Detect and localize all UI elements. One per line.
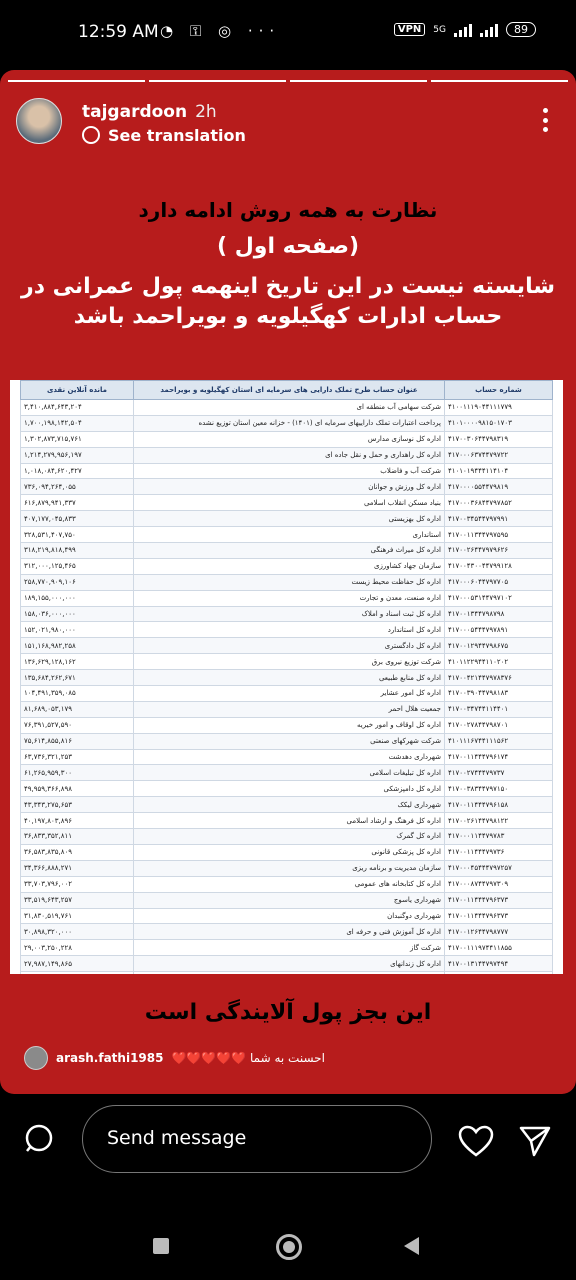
account-title-cell: شهرداری دهدشت [134,749,445,765]
account-title-cell: اداره کل بهزیستی [134,511,445,527]
table-row [21,972,553,974]
story-header [16,98,556,146]
balance-cell: ۱,۳۰۲,۸۷۳,۷۱۵,۷۶۱ [21,431,134,447]
account-number-cell: ۴۱۷۰۰۱۳۴۴۷۹۸۷۹۸ [445,606,553,622]
balance-cell: ۱۵۱,۱۶۸,۹۸۲,۲۵۸ [21,638,134,654]
reaction-text: احسنت به شما ❤️❤️❤️❤️❤️ [171,1051,325,1065]
account-number-cell: ۴۱۷۰۰۰۵۳۱۴۴۷۹۷۱۰۲ [445,590,553,606]
table-row [21,574,553,590]
table-row [21,876,553,892]
account-title-cell: سازمان جهاد کشاورزی [134,558,445,574]
table-row [21,527,553,543]
account-number-cell: ۴۱۰۱۰۱۹۴۴۴۱۱۴۱۰۴ [445,463,553,479]
post-time: 2h [195,102,217,122]
account-number-cell: ۴۱۷۰۰۲۷۸۴۴۷۹۸۷۰۱ [445,717,553,733]
account-title-cell: شرکت شهرکهای صنعتی [134,733,445,749]
account-title-cell: شرکت سهامی آب منطقه ای [134,400,445,416]
accounts-table [20,380,553,974]
account-title-cell: شهرداری دوگنبدان [134,908,445,924]
table-row [21,447,553,463]
balance-cell: ۳۳,۷۰۳,۷۹۶,۰۰۲ [21,876,134,892]
table-row [21,606,553,622]
account-number-cell: ۴۱۷۰۰۰۶۰۴۴۷۹۷۷۰۵ [445,574,553,590]
account-number-cell: ۴۱۷۰۰۰۰۵۵۴۴۷۹۸۱۹ [445,479,553,495]
account-number-cell: ۴۱۷۰۰۳۴۷۴۴۱۱۴۴۰۱ [445,701,553,717]
balance-cell: ۳۰,۸۹۸,۳۲۰,۰۰۰ [21,924,134,940]
balance-cell: ۳,۴۱۰,۸۸۴,۶۴۳,۲۰۴ [21,400,134,416]
account-number-cell: ۴۱۷۰۰۰۵۴۴۴۷۹۷۸۹۱ [445,622,553,638]
balance-cell: ۴۰,۱۹۷,۸۰۳,۸۹۶ [21,813,134,829]
balance-cell: ۱۵۲,۰۲۱,۹۸۰,۰۰۰ [21,622,134,638]
account-number-cell: ۴۱۷۰۰۱۲۹۴۴۷۹۸۶۷۵ [445,638,553,654]
account-number-cell: ۴۱۷۰۰۱۱۴۴۴۷۹۶۳۷۳ [445,908,553,924]
account-title-cell: اداره کل دادگستری [134,638,445,654]
table-row [21,940,553,956]
signal-icon [454,23,472,37]
balance-cell: ۷۶,۳۹۱,۵۲۷,۵۹۰ [21,717,134,733]
table-header-row [21,381,553,400]
table-row [21,829,553,845]
table-row [21,463,553,479]
balance-cell: ۶۱۶,۸۷۹,۹۴۱,۳۳۷ [21,495,134,511]
balance-cell: ۳۱,۸۳۰,۵۱۹,۷۶۱ [21,908,134,924]
username[interactable] [82,102,217,122]
account-number-cell: ۴۱۷۰۰۱۱۴۴۴۷۹۶۱۷۴ [445,749,553,765]
account-title-cell: اداره کل زندانهای [134,956,445,972]
table-row [21,733,553,749]
footer-caption: این بجز پول آلایندگی است [144,1000,432,1025]
account-title-cell: اداره کل تبلیغات اسلامی [134,765,445,781]
see-translation-button[interactable] [82,126,246,145]
progress-segment [8,80,145,82]
account-title-cell: اداره کل ورزش و جوانان [134,479,445,495]
account-number-cell: ۴۱۷۰۰۴۳۰۰۴۴۷۹۹۱۲۸ [445,558,553,574]
balance-cell: ۳۲۸,۵۳۱,۴۰۷,۷۵۰ [21,527,134,543]
account-title-cell: سازمان مدیریت و برنامه ریزی [134,860,445,876]
progress-segment [149,80,286,82]
balance-cell: ۴۰۷,۱۷۷,۰۴۵,۸۳۳ [21,511,134,527]
recent-apps-icon[interactable] [153,1238,169,1254]
balance-cell: ۸۱,۶۸۹,۰۵۳,۱۷۹ [21,701,134,717]
search-icon[interactable] [24,1124,54,1154]
heading-line-1: نظارت به همه روش ادامه دارد [138,198,438,222]
account-title-cell: اداره کل ثبت اسناد و املاک [134,606,445,622]
liker-username[interactable]: arash.fathi1985 [56,1051,164,1065]
network-type: 5G [433,24,446,35]
account-number-cell: ۴۱۰۱۱۲۲۹۴۴۱۱۰۲۰۲ [445,654,553,670]
username-text[interactable]: tajgardoon [82,102,188,122]
balance-cell: ۳۴,۳۶۶,۸۸۸,۲۷۱ [21,860,134,876]
account-number-cell: ۴۱۷۰۰۱۱۴۴۴۷۹۶۱۵۸ [445,797,553,813]
account-title-cell: اداره کل استاندارد [134,622,445,638]
balance-cell: ۱۳۶,۶۲۹,۱۲۸,۱۶۲ [21,654,134,670]
story-card[interactable] [0,70,576,1094]
balance-cell: ۱۸۹,۱۵۵,۰۰۰,۰۰۰ [21,590,134,606]
table-row [21,670,553,686]
table-row [21,813,553,829]
vpn-icon: VPN [394,23,425,36]
balance-cell: ۳۱۸,۲۱۹,۸۱۸,۴۹۹ [21,543,134,559]
account-number-cell: ۴۱۷۰۰۳۰۶۴۴۷۹۸۳۱۹ [445,431,553,447]
heart-icon[interactable] [458,1125,494,1157]
account-number-cell: ۴۱۷۰۰۳۸۳۴۴۷۹۷۱۵۰ [445,781,553,797]
table-row [21,892,553,908]
account-title-cell: اداره کل اوقاف و امور خیریه [134,717,445,733]
table-row [21,860,553,876]
avatar[interactable] [16,98,62,144]
account-number-cell: ۴۱۰۰۱۱۱۹۰۴۴۱۱۱۷۷۹ [445,400,553,416]
notification-icons: ◔ ⚿ ◎ ··· [160,22,281,40]
table-row [21,797,553,813]
account-title-cell: شرکت گاز [134,940,445,956]
table-row [21,638,553,654]
status-time: 12:59 AM [78,22,159,42]
table-row [21,654,553,670]
col-account-title: عنوان حساب طرح تملک دارایی های سرمایه ای استان کهگیلویه و بویراحمد [134,381,445,400]
account-number-cell: ۴۱۷۰۰۳۴۵۴۴۷۹۷۹۹۱ [445,511,553,527]
account-title-cell: شهرداری یاسوج [134,892,445,908]
account-number-cell: ۴۱۷۰۰۰۶۳۷۴۴۷۹۷۲۲ [445,447,553,463]
balance-cell: ۴۳,۳۴۳,۲۷۵,۶۵۳ [21,797,134,813]
table-row [21,701,553,717]
account-title-cell: شرکت آب و فاضلاب [134,463,445,479]
col-account-number: شماره حساب [445,381,553,400]
signal-icon-2 [480,23,498,37]
balance-cell: ۲۹,۰۰۳,۲۵۰,۲۲۸ [21,940,134,956]
table-row [21,511,553,527]
balance-cell: ۶۱,۲۶۵,۹۵۹,۳۰۰ [21,765,134,781]
account-title-cell: اداره کل امور عشایر [134,686,445,702]
progress-segment [431,80,568,82]
table-body [21,400,553,975]
table-row [21,622,553,638]
table-row [21,924,553,940]
account-title-cell: اداره کل حفاظت محیط زیست [134,574,445,590]
back-icon[interactable] [404,1237,419,1255]
account-number-cell: ۴۱۷۰۰۱۳۱۴۴۷۹۷۴۹۴ [445,956,553,972]
balance-cell: ۶۳,۷۳۶,۳۲۱,۲۵۳ [21,749,134,765]
balance-cell: ۳۶,۵۸۳,۸۳۵,۸۰۹ [21,844,134,860]
table-row [21,749,553,765]
account-number-cell: ۴۱۷۰۰۲۶۱۴۴۷۹۸۱۲۲ [445,813,553,829]
globe-icon [82,126,100,144]
reply-bar [0,1104,576,1180]
table-row [21,717,553,733]
heading-line-3: شایسته نیست در این تاریخ اینهمه پول عمرانی در حساب ادارات کهگیلویه و بویراحمد باشد [21,274,555,329]
account-title-cell: بنیاد مسکن انقلاب اسلامی [134,495,445,511]
table-row [21,543,553,559]
balance-cell: ۱,۲۱۴,۲۷۹,۹۵۶,۱۹۷ [21,447,134,463]
account-title-cell: پرداخت اعتبارات تملک داراییهای سرمایه ای (۱۴۰۱) - خزانه معین استان توزیع نشده [134,415,445,431]
send-icon[interactable] [518,1124,552,1158]
account-number-cell: ۴۱۷۰۰۰۴۵۴۴۴۷۹۷۲۵۷ [445,860,553,876]
more-options-icon[interactable] [542,108,548,132]
table-row [21,590,553,606]
balance-cell: ۱۳۵,۶۸۴,۲۶۲,۶۷۱ [21,670,134,686]
table-row [21,558,553,574]
table-row [21,781,553,797]
liker-avatar [24,1046,48,1070]
heading-line-2: (صفحه اول ) [216,234,360,259]
status-bar [0,0,576,64]
account-number-cell: ۴۱۷۰۰۲۷۴۴۴۷۹۷۳۷ [445,765,553,781]
home-icon[interactable] [276,1234,302,1260]
balance-cell [21,972,134,974]
battery-icon: 89 [506,22,536,37]
balance-cell: ۱,۰۱۸,۰۸۴,۶۲۰,۴۲۷ [21,463,134,479]
table-row [21,495,553,511]
account-title-cell: جمعیت هلال احمر [134,701,445,717]
table-row [21,765,553,781]
account-number-cell: ۴۱۷۰۰۳۹۰۴۴۷۹۸۱۸۳ [445,686,553,702]
account-number-cell: ۴۱۷۰۰۱۱۳۴۴۷۹۷۵۹۵ [445,527,553,543]
account-title-cell: اداره کل راهداری و حمل و نقل جاده ای [134,447,445,463]
col-balance: مانده آنلاین نقدی [21,381,134,400]
table-row [21,400,553,416]
account-title-cell: اداره کل کتابخانه های عمومی [134,876,445,892]
balance-cell: ۷۳۶,۰۹۴,۲۶۴,۰۵۵ [21,479,134,495]
see-translation-label: See translation [108,126,246,145]
account-number-cell: ۴۱۷۰۰۱۱۱۹۷۴۴۱۱۸۵۵ [445,940,553,956]
balance-cell: ۲۷,۹۸۷,۱۴۹,۸۶۵ [21,956,134,972]
account-number-cell: ۴۱۷۰۰۰۳۶۸۴۴۷۹۷۸۵۲ [445,495,553,511]
balance-cell: ۳۶,۸۳۳,۳۵۲,۸۱۱ [21,829,134,845]
account-number-cell: ۴۱۷۰۰۱۱۴۴۴۷۹۷۳۶ [445,844,553,860]
balance-cell: ۳۱۲,۰۰۰,۱۲۵,۴۶۵ [21,558,134,574]
balance-cell: ۱۰۴,۴۹۱,۳۵۹,۰۸۵ [21,686,134,702]
account-number-cell: ۴۱۷۰۰۱۱۴۴۴۷۹۶۳۷۳ [445,892,553,908]
account-number-cell [445,972,553,974]
account-title-cell: اداره کل آموزش فنی و حرفه ای [134,924,445,940]
balance-cell: ۱,۷۰۰,۱۹۸,۱۴۲,۵۰۴ [21,415,134,431]
account-number-cell: ۴۱۰۱۰۰۰۰۹۸۱۵۰۱۷۰۳ [445,415,553,431]
table-row [21,431,553,447]
balance-cell: ۷۵,۶۱۴,۸۵۵,۸۱۶ [21,733,134,749]
message-field[interactable] [82,1105,432,1173]
account-number-cell: ۴۱۷۰۰۴۲۱۴۴۷۹۷۸۳۷۶ [445,670,553,686]
accounts-table-image [10,380,563,974]
message-input[interactable] [105,1126,409,1150]
balance-cell: ۱۵۸,۰۳۶,۰۰۰,۰۰۰ [21,606,134,622]
account-title-cell: اداره کل گمرک [134,829,445,845]
table-row [21,956,553,972]
balance-cell: ۴۹,۹۵۹,۳۶۶,۸۹۸ [21,781,134,797]
status-right [394,22,536,37]
account-title-cell: استانداری [134,527,445,543]
account-number-cell: ۴۱۷۰۰۰۸۷۴۴۷۹۷۳۰۹ [445,876,553,892]
balance-cell: ۳۳,۵۱۹,۶۴۳,۲۵۷ [21,892,134,908]
account-number-cell: ۴۱۷۰۰۱۲۶۴۴۷۹۸۷۷۷ [445,924,553,940]
table-row [21,908,553,924]
account-number-cell: ۴۱۷۰۰۰۱۱۴۴۷۹۷۸۳ [445,829,553,845]
account-title-cell: اداره کل نوسازی مدارس [134,431,445,447]
account-title-cell: اداره کل پزشکی قانونی [134,844,445,860]
account-title-cell: شرکت توزیع نیروی برق [134,654,445,670]
table-row [21,479,553,495]
account-title-cell: اداره کل دامپزشکی [134,781,445,797]
table-row [21,415,553,431]
account-number-cell: ۴۱۰۱۱۱۶۷۴۴۱۱۱۵۶۲ [445,733,553,749]
liked-row[interactable] [24,1046,325,1070]
account-title-cell: شهرداری لیکک [134,797,445,813]
account-title-cell: اداره صنعت، معدن و تجارت [134,590,445,606]
account-number-cell: ۴۱۷۰۰۲۶۴۴۷۹۷۹۶۲۶ [445,543,553,559]
account-title-cell: اداره کل میراث فرهنگی [134,543,445,559]
table-row [21,686,553,702]
system-nav-bar [0,1210,576,1280]
balance-cell: ۲۵۸,۷۷۰,۹۰۹,۱۰۶ [21,574,134,590]
progress-segment [290,80,427,82]
account-title-cell: اداره کل فرهنگ و ارشاد اسلامی [134,813,445,829]
account-title-cell: اداره کل منابع طبیعی [134,670,445,686]
story-progress [8,80,568,82]
account-title-cell [134,972,445,974]
table-row [21,844,553,860]
